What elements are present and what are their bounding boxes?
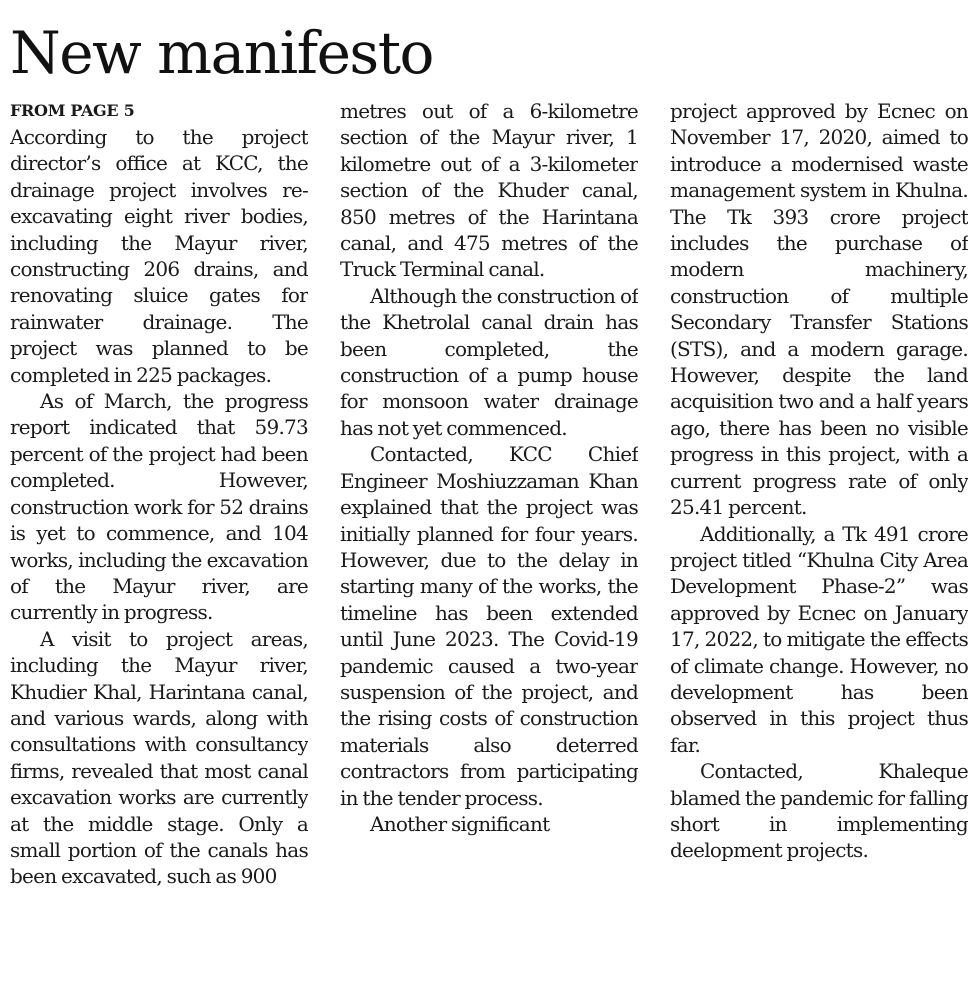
- headline: New manifesto: [10, 19, 433, 87]
- paragraph: According to the project director’s office at KCC, the drainage project involves re-excavating eight river bodies, including the Mayur river, constructing 206 drains, and renovating sluice gates for rainwater drainage. The project was planned to be completed in 225 packages.: [10, 125, 308, 387]
- paragraph: As of March, the progress report indicated that 59.73 percent of the project had been completed. However, construction work for 52 drains is yet to commence, and 104 works, including the excavation of the Mayur river, are currently in progress.: [10, 389, 308, 625]
- paragraph: Another significant: [370, 811, 550, 836]
- paragraph: A visit to project areas, including the Mayur river, Khudier Khal, Harintana canal, and various wards, along with consultations with consultancy firms, revealed that most canal excavation works are currently at the middle stage. Only a small portion of the canals has been excavated, such as 900: [10, 626, 308, 889]
- paragraph: Additionally, a Tk 491 crore project titled “Khulna City Area Development Phase-2” was approved by Ecnec on January 17, 2022, to mitigate the effects of climate change. However, no development has been observed in this project thus far.: [670, 521, 968, 757]
- paragraph: project approved by Ecnec on November 17, 2020, aimed to introduce a modernised waste management system in Khulna. The Tk 393 crore project includes the purchase of modern machinery, construction of multiple Secondary Transfer Stations (STS), and a modern garage. However, despite the land acquisition two and a half years ago, there has been no visible progress in this project, with a current progress rate of only 25.41 percent.: [670, 99, 968, 520]
- continued-from-label: FROM PAGE 5: [10, 101, 135, 120]
- paragraph: metres out of a 6-kilometre section of the Mayur river, 1 kilometre out of a 3-kilometer section of the Khuder canal, 850 metres of the Harintana canal, and 475 metres of the Truck Terminal canal.: [340, 99, 638, 282]
- column-1: [10, 98, 308, 978]
- article-body: [10, 98, 968, 978]
- column-3: [670, 98, 968, 978]
- paragraph: Although the construction of the Khetrolal canal drain has been completed, the construction of a pump house for monsoon water drainage has not yet commenced.: [340, 283, 638, 440]
- paragraph: Contacted, KCC Chief Engineer Moshiuzzaman Khan explained that the project was initially planned for four years. However, due to the delay in starting many of the works, the timeline has been extended until June 2023. The Covid-19 pandemic caused a two-year suspension of the project, and the rising costs of construction materials also deterred contractors from participating in the tender process.: [340, 442, 638, 810]
- column-2: [340, 98, 638, 978]
- paragraph: Contacted, Khaleque blamed the pandemic for falling short in implementing deelopment projects.: [670, 759, 968, 863]
